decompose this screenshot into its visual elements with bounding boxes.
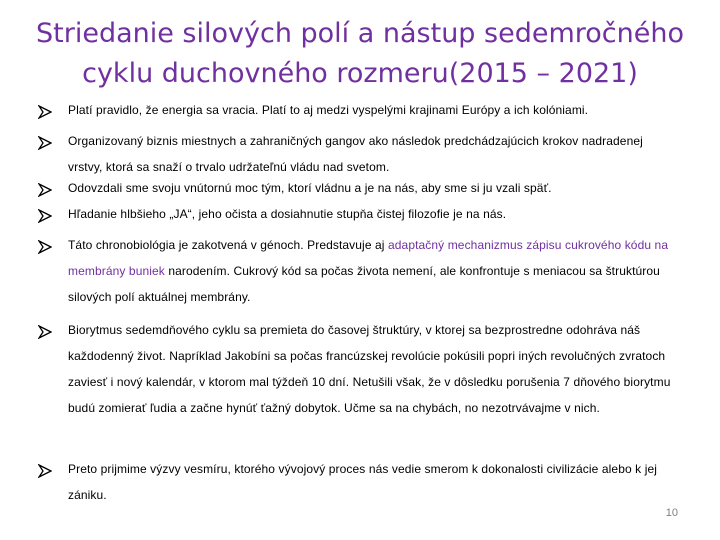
arrow-bullet-icon <box>38 209 52 223</box>
bullet-text-part: narodením. Cukrový kód sa počas života nemení, ale konfrontuje s meniacou sa štruktúrou silových polí aktuálnej membrány. <box>68 264 660 304</box>
arrow-bullet-icon <box>38 105 52 119</box>
arrow-bullet-icon <box>38 183 52 197</box>
bullet-text: Biorytmus sedemdňového cyklu sa premieta do časovej štruktúry, v ktorej sa bezprostredne odohráva náš každodenný život. Napríklad Jakobíni sa počas francúzskej revolúcie pokúsili popri iných revolučných zvratoch zaviesť i nový kalendár, v ktorom mal týždeň 10 dní. Netušili však, že v dôsledku porušenia 7 dňového biorytmu budú zomierať ľudia a začne hynúť ťažný dobytok. Učme sa na chybách, no nezotrvávajme v nich. <box>68 323 671 415</box>
bullet-text <box>68 232 676 310</box>
bullet-text: Preto prijmime výzvy vesmíru, ktorého vývojový proces nás vedie smerom k dokonalosti civilizácie alebo k jej zániku. <box>68 462 658 502</box>
arrow-bullet-icon <box>38 464 52 478</box>
highlighted-phrase: adaptačný mechanizmus zápisu cukrového kódu na membrány buniek <box>68 238 669 278</box>
arrow-bullet-icon <box>38 325 52 339</box>
slide-title: Striedanie silových polí a nástup sedemročného cyklu duchovného rozmeru(2015 – 2021) <box>36 18 684 89</box>
bullet-text: Hľadanie hlbšieho „JA“, jeho očista a dosiahnutie stupňa čistej filozofie je na nás. <box>68 207 507 221</box>
bullet-text: Odovzdali sme svoju vnútornú moc tým, ktorí vládnu a je na nás, aby sme si ju vzali späť. <box>68 181 552 195</box>
bullet-text: Organizovaný biznis miestnych a zahraničných gangov ako následok predchádzajúcich krokov nadradenej vrstvy, ktorá sa snaží o trvalo udržateľnú vládu nad svetom. <box>68 134 643 174</box>
bullet-text-part: Táto chronobiológia je zakotvená v génoch. Predstavuje aj <box>68 238 388 252</box>
page-number: 10 <box>665 507 678 519</box>
arrow-bullet-icon <box>38 136 52 150</box>
bullet-text: Platí pravidlo, že energia sa vracia. Platí to aj medzi vyspelými krajinami Európy a ich kolóniami. <box>68 103 589 117</box>
arrow-bullet-icon <box>38 240 52 254</box>
